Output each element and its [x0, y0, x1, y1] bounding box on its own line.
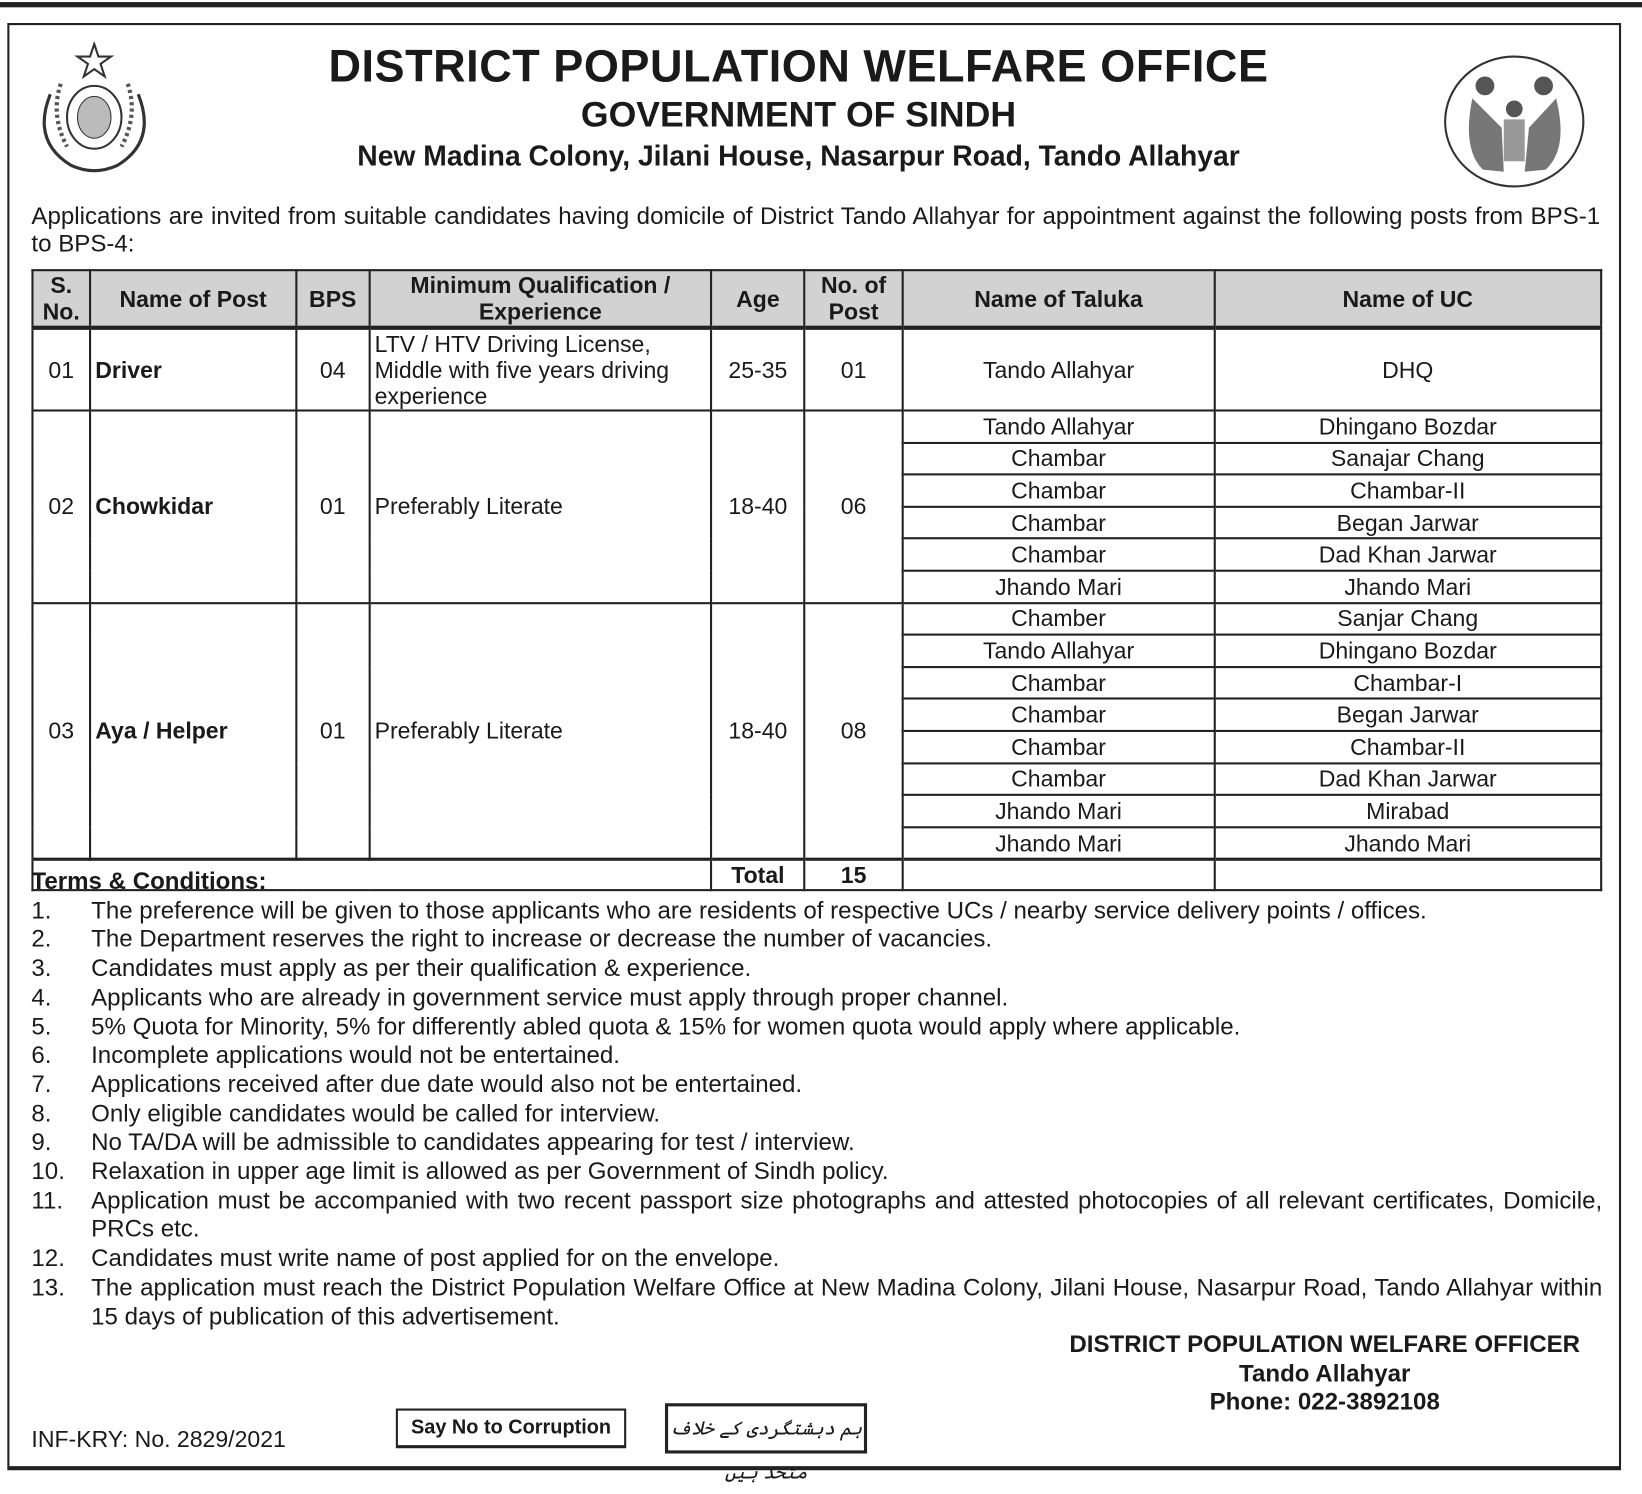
term-number: 4. — [31, 983, 52, 1011]
qualification: Preferably Literate — [369, 603, 711, 860]
qualification: LTV / HTV Driving License, Middle with five years driving experience — [369, 328, 711, 411]
table-row — [32, 603, 1601, 635]
uc-name: Dhingano Bozdar — [1214, 635, 1601, 667]
office-address: New Madina Colony, Jilani House, Nasarpur Road, Tando Allahyar — [357, 140, 1240, 172]
term-number: 11. — [31, 1186, 64, 1214]
uc-name: Sanajar Chang — [1214, 443, 1601, 475]
officer-phone: Phone: 022-3892108 — [1209, 1387, 1440, 1415]
reference-number: INF-KRY: No. 2829/2021 — [31, 1426, 286, 1453]
post-name: Aya / Helper — [90, 603, 296, 860]
post-name: Driver — [90, 328, 296, 411]
term-number: 8. — [31, 1099, 52, 1127]
term-item — [31, 1186, 1602, 1244]
column-header: BPS — [296, 270, 369, 328]
bps-grade: 01 — [296, 411, 369, 603]
uc-name: Dhingano Bozdar — [1214, 411, 1601, 443]
intro-paragraph: Applications are invited from suitable candidates having domicile of District Tando Allahyar for appointment against the following posts from BPS-1 to BPS-4: — [31, 202, 1601, 257]
vacancies-table — [31, 269, 1602, 891]
term-item — [31, 1273, 1602, 1331]
term-text: No TA/DA will be admissible to candidates appearing for test / interview. — [91, 1128, 855, 1156]
terms-section — [31, 867, 1602, 1331]
age-range: 18-40 — [711, 411, 804, 603]
term-text: Application must be accompanied with two recent passport size photographs and attested photocopies of all relevant certificates, Domicile, PRCs etc. — [91, 1186, 1603, 1243]
term-number: 7. — [31, 1070, 52, 1098]
term-number: 6. — [31, 1041, 52, 1069]
taluka-name: Tando Allahyar — [903, 411, 1215, 443]
government-subtitle: GOVERNMENT OF SINDH — [580, 95, 1017, 136]
terms-list — [31, 896, 1602, 1331]
taluka-name: Chambar — [903, 699, 1215, 731]
post-count: 06 — [804, 411, 902, 603]
term-text: The Department reserves the right to increase or decrease the number of vacancies. — [91, 925, 993, 953]
column-header: S. No. — [32, 270, 90, 328]
serial-number: 01 — [32, 328, 90, 411]
serial-number: 03 — [32, 603, 90, 860]
term-number: 12. — [31, 1244, 65, 1272]
column-header: Name of Taluka — [903, 270, 1215, 328]
term-item — [31, 1157, 1602, 1186]
term-text: The preference will be given to those applicants who are residents of respective UCs / nearby service delivery points / offices. — [91, 896, 1427, 924]
taluka-name: Chambar — [903, 443, 1215, 475]
term-item — [31, 983, 1602, 1012]
term-text: Candidates must apply as per their qualification & experience. — [91, 954, 752, 982]
uc-name: Sanjar Chang — [1214, 603, 1601, 635]
qualification: Preferably Literate — [369, 411, 711, 603]
officer-location: Tando Allahyar — [1239, 1358, 1411, 1386]
uc-name: Chambar-II — [1214, 731, 1601, 763]
term-text: Applicants who are already in government service must apply through proper channel. — [91, 983, 1009, 1011]
bps-grade: 04 — [296, 328, 369, 411]
term-number: 9. — [31, 1128, 52, 1156]
term-item — [31, 954, 1602, 983]
uc-name: DHQ — [1214, 328, 1601, 411]
taluka-name: Jhando Mari — [903, 827, 1215, 860]
column-header: No. of Post — [804, 270, 902, 328]
taluka-name: Chambar — [903, 667, 1215, 699]
taluka-name: Chambar — [903, 539, 1215, 571]
taluka-name: Chambar — [903, 475, 1215, 507]
term-item — [31, 896, 1602, 925]
taluka-name: Tando Allahyar — [903, 328, 1215, 411]
table-row — [32, 411, 1601, 443]
term-number: 1. — [31, 896, 52, 924]
term-item — [31, 1012, 1602, 1041]
column-header: Age — [711, 270, 804, 328]
signature-block — [1047, 1330, 1602, 1416]
age-range: 18-40 — [711, 603, 804, 860]
uc-name: Began Jarwar — [1214, 699, 1601, 731]
uc-name: Jhando Mari — [1214, 571, 1601, 603]
uc-name: Chambar-I — [1214, 667, 1601, 699]
term-number: 10. — [31, 1157, 65, 1185]
term-item — [31, 1070, 1602, 1099]
post-count: 08 — [804, 603, 902, 860]
term-text: 5% Quota for Minority, 5% for differently abled quota & 15% for women quota would apply where applicable. — [91, 1012, 1241, 1040]
post-count: 01 — [804, 328, 902, 411]
term-number: 3. — [31, 954, 52, 982]
uc-name: Jhando Mari — [1214, 827, 1601, 860]
term-number: 5. — [31, 1012, 52, 1040]
column-header: Name of Post — [90, 270, 296, 328]
term-item — [31, 1099, 1602, 1128]
taluka-name: Chamber — [903, 603, 1215, 635]
column-header: Minimum Qualification / Experience — [369, 270, 711, 328]
uc-name: Dad Khan Jarwar — [1214, 539, 1601, 571]
urdu-slogan: ہم دہشتگردی کے خلاف متحد ہیں — [665, 1403, 867, 1453]
serial-number: 02 — [32, 411, 90, 603]
post-name: Chowkidar — [90, 411, 296, 603]
term-item — [31, 925, 1602, 954]
anti-corruption-slogan: Say No to Corruption — [396, 1408, 626, 1448]
term-text: Relaxation in upper age limit is allowed as per Government of Sindh policy. — [91, 1157, 889, 1185]
taluka-name: Jhando Mari — [903, 795, 1215, 827]
terms-title: Terms & Conditions: — [31, 867, 267, 895]
uc-name: Began Jarwar — [1214, 507, 1601, 539]
term-number: 13. — [31, 1273, 65, 1301]
term-item — [31, 1128, 1602, 1157]
term-text: Incomplete applications would not be entertained. — [91, 1041, 621, 1069]
uc-name: Dad Khan Jarwar — [1214, 763, 1601, 795]
term-text: Only eligible candidates would be called for interview. — [91, 1099, 661, 1127]
column-header: Name of UC — [1214, 270, 1601, 328]
taluka-name: Tando Allahyar — [903, 635, 1215, 667]
table-header-row — [32, 270, 1601, 328]
term-item — [31, 1041, 1602, 1070]
taluka-name: Chambar — [903, 507, 1215, 539]
taluka-name: Chambar — [903, 731, 1215, 763]
term-number: 2. — [31, 925, 52, 953]
term-text: The application must reach the District Population Welfare Office at New Madina Colony, Jilani House, Nasarpur Road, Tando Allahyar within 15 days of publication of this advertisement. — [91, 1273, 1603, 1330]
bps-grade: 01 — [296, 603, 369, 860]
office-title: DISTRICT POPULATION WELFARE OFFICE — [328, 41, 1269, 93]
total-value: 15 — [804, 860, 902, 891]
officer-designation: DISTRICT POPULATION WELFARE OFFICER — [1069, 1329, 1581, 1358]
term-item — [31, 1244, 1602, 1273]
term-text: Applications received after due date would also not be entertained. — [91, 1070, 803, 1098]
total-label: Total — [711, 860, 804, 891]
uc-name: Mirabad — [1214, 795, 1601, 827]
taluka-name: Chambar — [903, 763, 1215, 795]
table-row — [32, 328, 1601, 411]
age-range: 25-35 — [711, 328, 804, 411]
taluka-name: Jhando Mari — [903, 571, 1215, 603]
term-text: Candidates must write name of post applied for on the envelope. — [91, 1244, 780, 1272]
uc-name: Chambar-II — [1214, 475, 1601, 507]
top-rule — [0, 2, 1642, 7]
